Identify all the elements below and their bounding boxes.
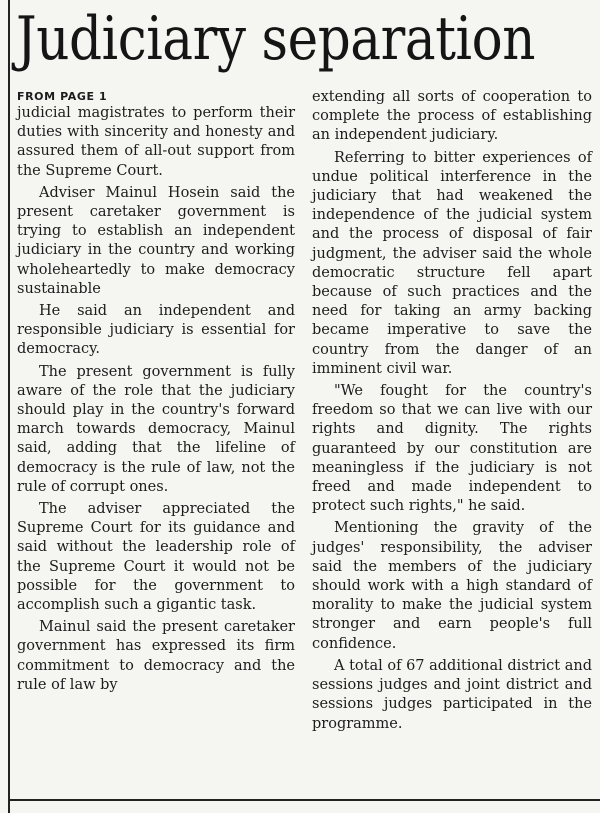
paragraph: A total of 67 additional district and sessions judges and joint district and sessions judges participated in the programme.	[312, 657, 592, 732]
left-rule	[8, 0, 10, 813]
paragraph: Mentioning the gravity of the judges' responsibility, the adviser said the members of the judiciary should work with a high standard of morality to make the judicial system stronger and earn people's full confidence.	[312, 520, 592, 652]
headline: Judiciary separation	[16, 4, 536, 74]
kicker-label: FROM PAGE 1	[17, 90, 108, 103]
paragraph: The present government is fully aware of the role that the judiciary should play in the country's forward march towards democracy, Mainul said, adding that the lifeline of democracy is the rule of law, not the rule of corrupt ones.	[17, 363, 295, 495]
article-column-left	[17, 90, 295, 695]
paragraph: Mainul said the present caretaker government has expressed its firm commitment to democracy and the rule of law by	[17, 619, 295, 693]
paragraph: "We fought for the country's freedom so that we can live with our rights and dignity. The rights guaranteed by our constitution are meaningless if the judiciary is not freed and made independent to protect such rights," he said.	[312, 383, 592, 515]
paragraph: He said an independent and responsible judiciary is essential for democracy.	[17, 303, 295, 358]
bottom-rule	[8, 799, 600, 801]
paragraph: extending all sorts of cooperation to complete the process of establishing an independent judiciary.	[312, 89, 592, 144]
paragraph: judicial magistrates to perform their duties with sincerity and honesty and assured them of all-out support from the Supreme Court.	[17, 105, 295, 179]
paragraph: Referring to bitter experiences of undue political interference in the judiciary that had weakened the independence of the judicial system and the process of disposal of fair judgment, the adviser said the whole democratic structure fell apart because of such practices and the need for taking an army backing became imperative to save the country from the danger of an imminent civil war.	[312, 149, 592, 377]
paragraph: The adviser appreciated the Supreme Court for its guidance and said without the leadership role of the Supreme Court it would not be possible for the government to accomplish such a gigantic task.	[17, 501, 295, 614]
paragraph: Adviser Mainul Hosein said the present caretaker government is trying to establish an independent judiciary in the country and working wholeheartedly to make democracy sustainable	[17, 184, 295, 297]
article-column-right	[312, 88, 592, 734]
